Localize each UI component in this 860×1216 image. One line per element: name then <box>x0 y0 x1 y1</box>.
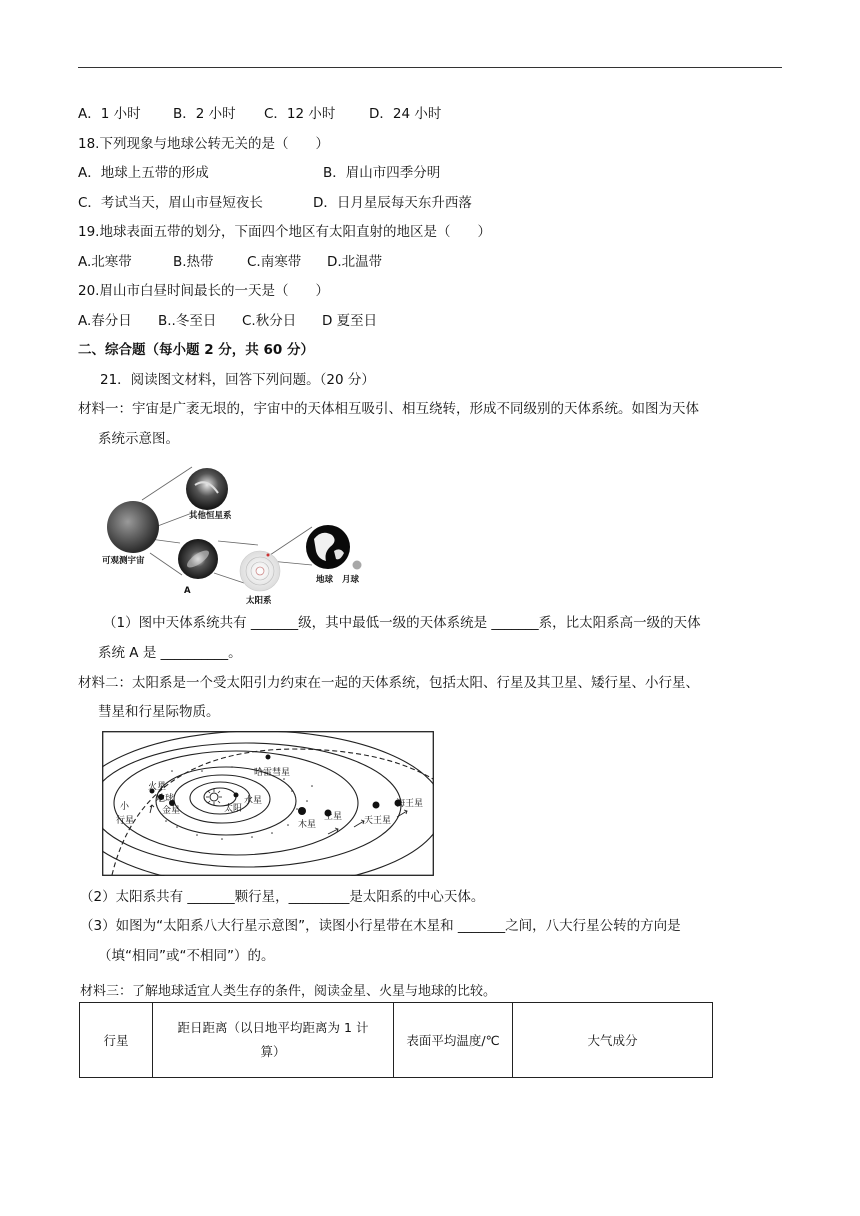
label-halley-comet: 哈雷彗星 <box>254 768 291 778</box>
q21-3-line1: （3）如图为“太阳系八大行星示意图”，读图小行星带在木星和 _______之间，八大行星公转的方向是 <box>80 918 681 934</box>
section-heading: 二、综合题（每小题 2 分，共 60 分） <box>78 342 314 358</box>
q21-3-line2: （填“相同”或“不相同”）的。 <box>98 948 275 964</box>
label-earth-orbit: 地球 <box>156 794 175 804</box>
header-atmosphere: 大气成分 <box>513 1003 713 1078</box>
q17-options <box>78 104 441 124</box>
header-temperature: 表面平均温度/℃ <box>394 1003 513 1078</box>
q17-option-c: C．12 小时 <box>264 106 336 122</box>
q18-options-row2 <box>78 193 472 213</box>
header-distance-line1: 距日距离（以日地平均距离为 1 计 <box>177 1020 369 1035</box>
solar-system-orbit-diagram <box>102 731 434 876</box>
q19-option-a: A.北寒带 <box>78 254 132 270</box>
q20-options <box>78 311 377 331</box>
header-distance <box>153 1003 394 1078</box>
q20-stem: 20.眉山市白昼时间最长的一天是（ ） <box>78 283 329 299</box>
label-neptune: 海王星 <box>396 799 424 809</box>
q21-1-line2: 系统 A 是 __________。 <box>98 645 242 661</box>
material2-line1: 材料二：太阳系是一个受太阳引力约束在一起的天体系统，包括太阳、行星及其卫星、矮行星、小行星、 <box>78 675 699 691</box>
q21-1-line1: （1）图中天体系统共有 _______级，其中最低一级的天体系统是 _______系，比太阳系高一级的天体 <box>103 615 701 631</box>
label-solar-system: 太阳系 <box>246 596 272 606</box>
moon-sphere <box>353 561 362 570</box>
label-mercury: 水星 <box>244 796 263 806</box>
q20-option-c: C.秋分日 <box>242 313 297 329</box>
q19-options <box>78 252 382 272</box>
solar-system-icon <box>240 551 280 591</box>
material3: 材料三：了解地球适宜人类生存的条件，阅读金星、火星与地球的比较。 <box>80 984 497 999</box>
label-earth: 地球 <box>316 575 334 585</box>
planet-comparison-table <box>79 1002 713 1078</box>
label-other-galaxy: 其他恒星系 <box>189 511 232 521</box>
label-uranus: 天王星 <box>364 816 392 826</box>
material1-line1: 材料一：宇宙是广袤无垠的，宇宙中的天体相互吸引、相互绕转，形成不同级别的天体系统。如图为天体 <box>78 401 699 417</box>
q18-option-b: B．眉山市四季分明 <box>323 165 441 181</box>
material2-line2: 彗星和行星际物质。 <box>98 704 220 720</box>
q21-2: （2）太阳系共有 _______颗行星，_________是太阳系的中心天体。 <box>80 889 485 905</box>
q20-option-b: B..冬至日 <box>158 313 217 329</box>
label-saturn: 土星 <box>324 812 343 822</box>
label-asteroid-1: 小 <box>120 802 130 812</box>
label-sun: 太阳 <box>224 804 243 814</box>
q18-option-c: C．考试当天，眉山市昼短夜长 <box>78 195 263 211</box>
celestial-system-diagram <box>100 455 370 607</box>
other-galaxy-sphere <box>186 468 228 510</box>
label-galaxy-a: A <box>184 586 191 596</box>
observable-universe-sphere <box>107 501 159 553</box>
q17-option-a: A．1 小时 <box>78 106 141 122</box>
q17-option-d: D．24 小时 <box>369 106 442 122</box>
header-distance-line2: 算） <box>260 1044 286 1059</box>
label-asteroid-2: 行星 <box>116 816 135 826</box>
q19-option-d: D.北温带 <box>327 254 383 270</box>
q19-stem: 19.地球表面五带的划分，下面四个地区有太阳直射的地区是（ ） <box>78 224 491 240</box>
label-jupiter: 木星 <box>298 820 317 830</box>
label-venus: 金星 <box>162 806 181 816</box>
material1-line2: 系统示意图。 <box>98 431 179 447</box>
table-header-row <box>80 1003 713 1078</box>
q18-option-a: A．地球上五带的形成 <box>78 165 209 181</box>
header-planet: 行星 <box>80 1003 153 1078</box>
q19-option-c: C.南寒带 <box>247 254 302 270</box>
q19-option-b: B.热带 <box>173 254 214 270</box>
q21-intro: 21．阅读图文材料，回答下列问题。（20 分） <box>100 372 375 388</box>
label-mars: 火星 <box>148 782 167 792</box>
q18-option-d: D．日月星辰每天东升西落 <box>313 195 472 211</box>
q18-options-row1 <box>78 163 440 183</box>
q20-option-d: D 夏至日 <box>322 313 378 329</box>
q18-stem: 18.下列现象与地球公转无关的是（ ） <box>78 136 329 152</box>
q17-option-b: B．2 小时 <box>173 106 236 122</box>
header-rule <box>78 67 782 68</box>
label-observable-universe: 可观测宇宙 <box>102 556 145 566</box>
q20-option-a: A.春分日 <box>78 313 132 329</box>
label-moon: 月球 <box>342 575 360 585</box>
